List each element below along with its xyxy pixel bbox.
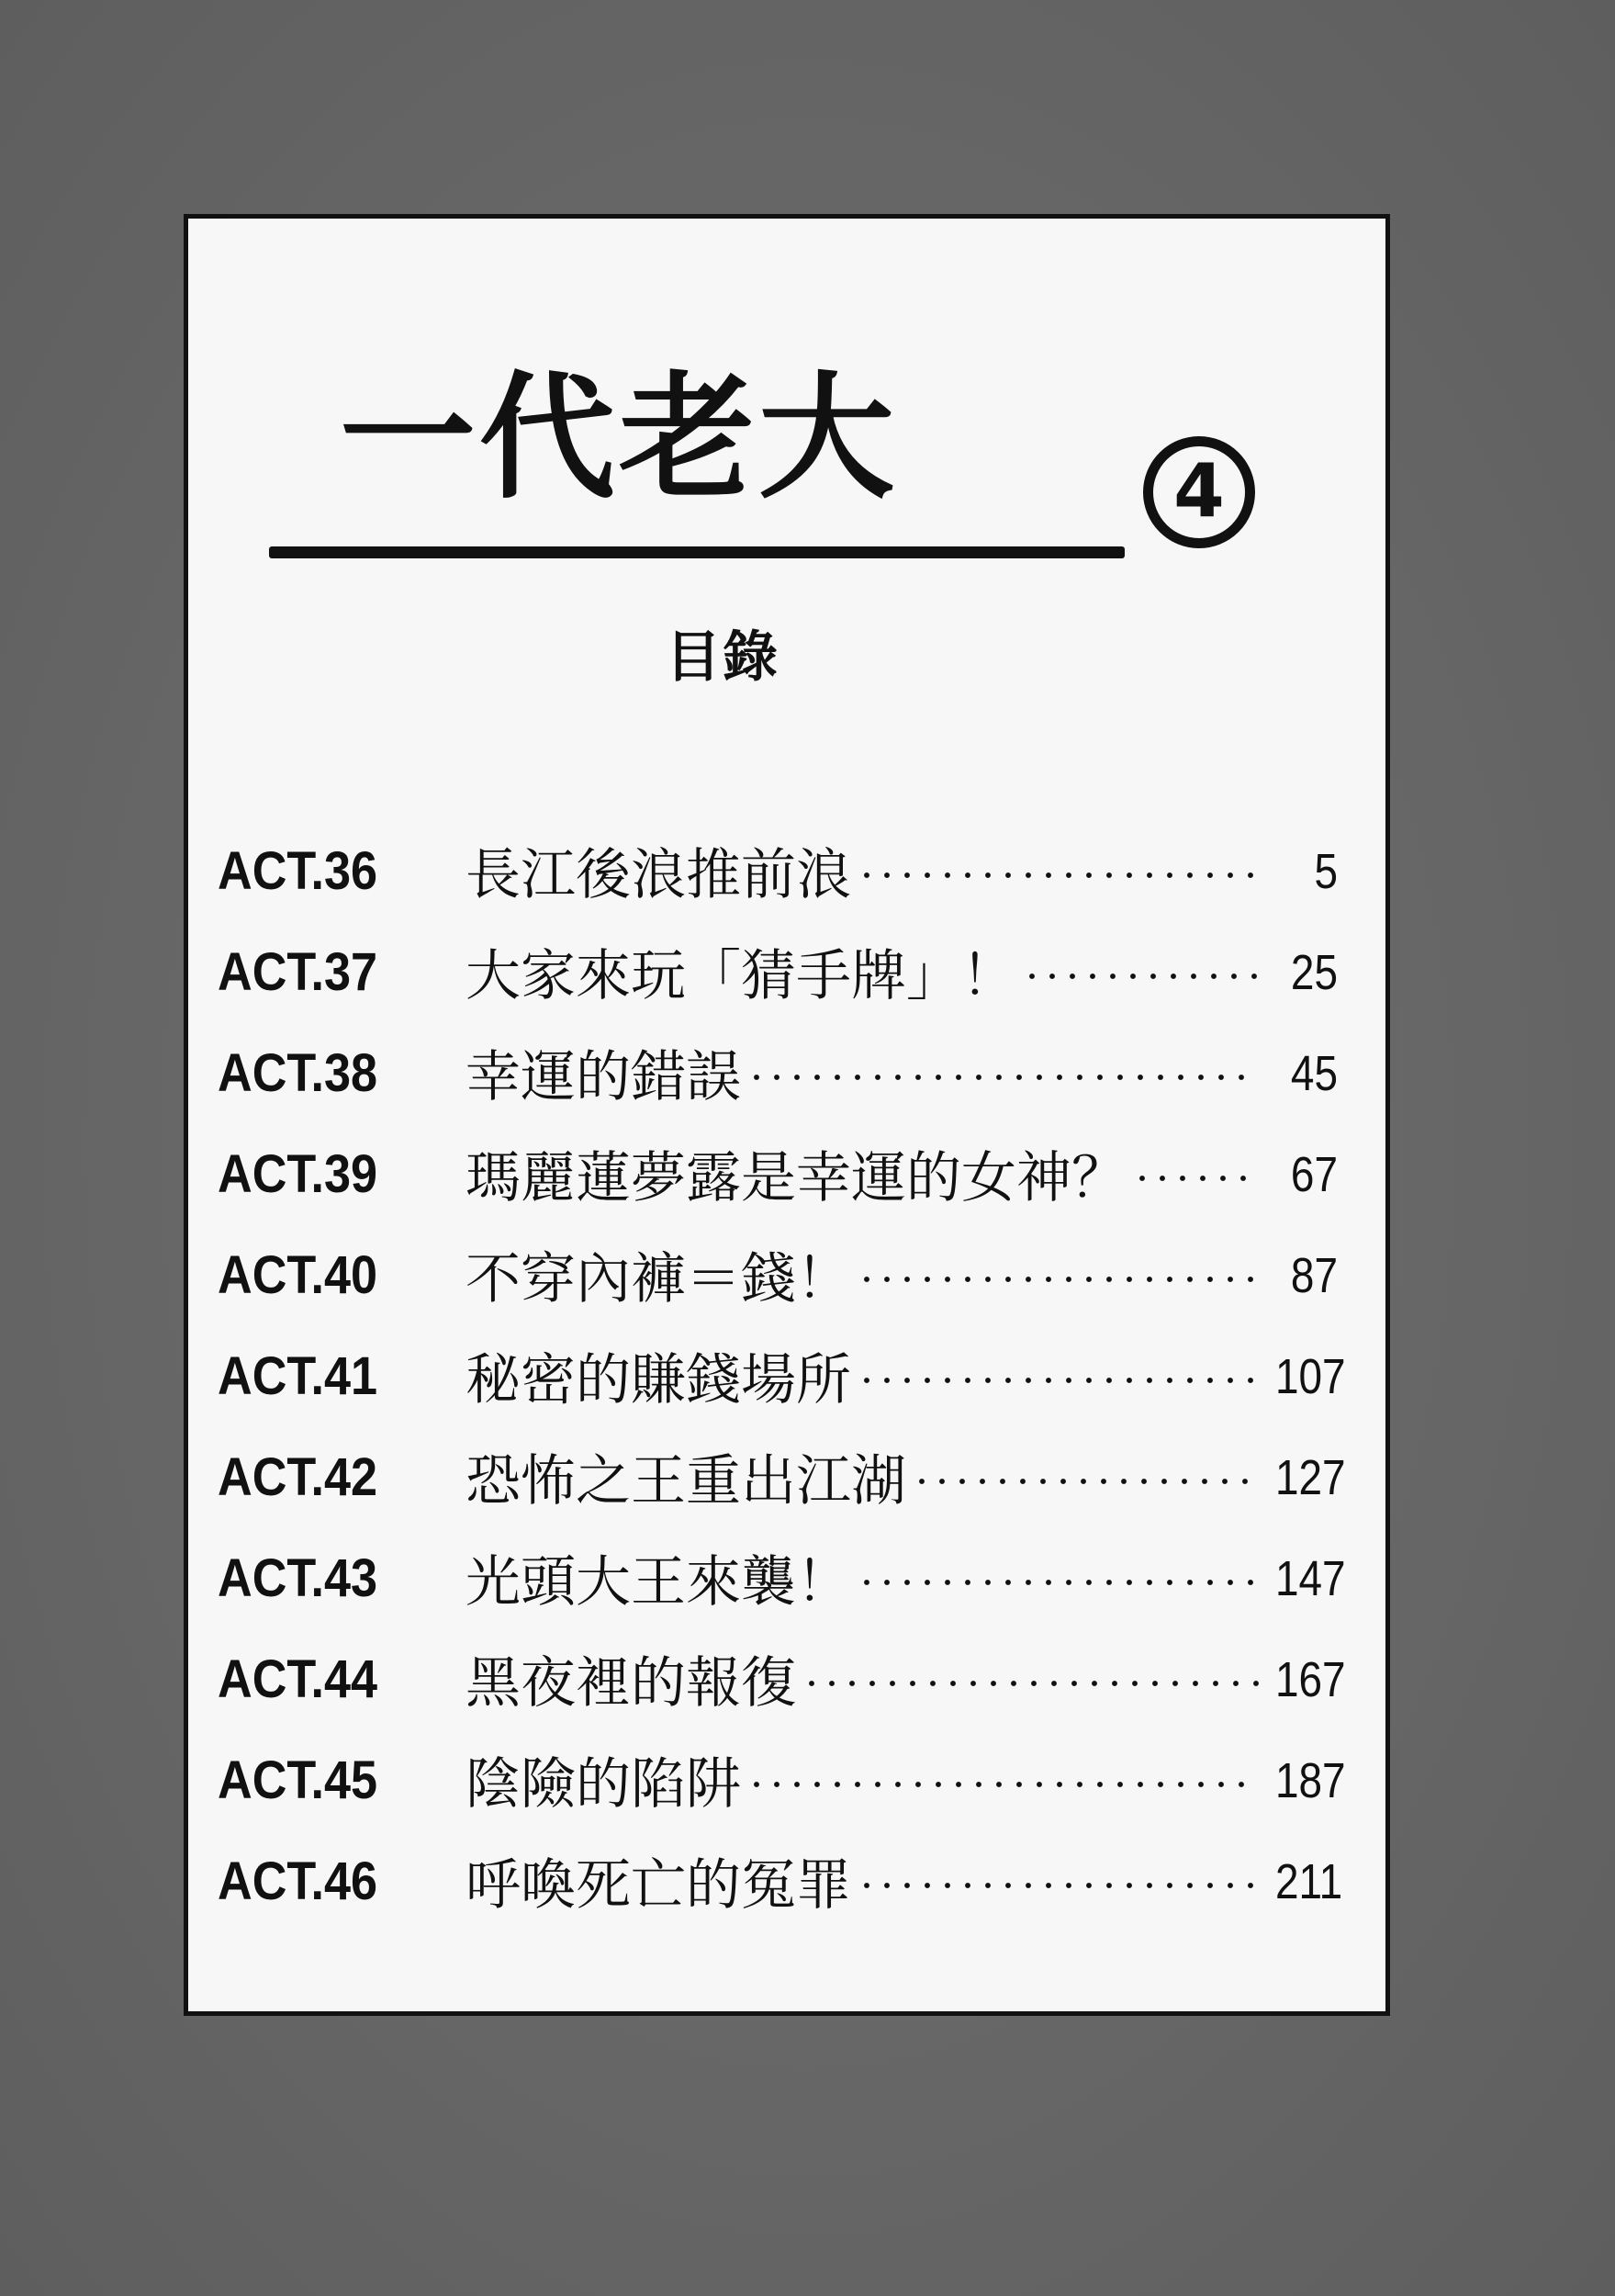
act-label: ACT.45 bbox=[218, 1750, 378, 1810]
volume-number-badge: 4 bbox=[1143, 436, 1255, 548]
book-title: 一代老大 bbox=[340, 359, 898, 517]
page-number: 67 bbox=[1290, 1147, 1338, 1202]
page-number: 87 bbox=[1290, 1248, 1338, 1303]
act-label: ACT.41 bbox=[218, 1346, 378, 1406]
chapter-title: 黑夜裡的報復 bbox=[465, 1651, 796, 1716]
dot-leader bbox=[857, 1882, 1259, 1889]
toc-row[interactable] bbox=[218, 1743, 1346, 1826]
act-label: ACT.46 bbox=[218, 1851, 378, 1911]
dot-leader bbox=[857, 1377, 1259, 1384]
chapter bbox=[465, 1440, 1264, 1523]
chapter-title: 大家來玩「猜手牌」！ bbox=[465, 944, 1016, 1008]
dot-leader bbox=[1022, 973, 1259, 980]
chapter-title: 秘密的賺錢場所 bbox=[465, 1348, 851, 1412]
dot-leader bbox=[746, 1074, 1259, 1081]
chapter-title: 瑪麗蓮夢露是幸運的女神？ bbox=[465, 1146, 1127, 1210]
dot-leader bbox=[802, 1680, 1259, 1687]
act-label: ACT.36 bbox=[218, 841, 378, 901]
chapter-title: 陰險的陷阱 bbox=[465, 1752, 741, 1817]
page-number: 187 bbox=[1275, 1753, 1346, 1808]
dot-leader bbox=[857, 1276, 1259, 1283]
toc-row[interactable] bbox=[218, 1036, 1338, 1119]
dot-leader bbox=[857, 872, 1259, 879]
chapter-title: 恐怖之王重出江湖 bbox=[465, 1449, 906, 1514]
toc-row[interactable] bbox=[218, 834, 1338, 917]
dot-leader bbox=[857, 1579, 1259, 1586]
chapter bbox=[465, 1642, 1264, 1725]
page-number: 167 bbox=[1275, 1652, 1346, 1707]
toc-row[interactable] bbox=[218, 1440, 1346, 1523]
page-number: 25 bbox=[1290, 945, 1338, 1000]
page-number: 45 bbox=[1290, 1046, 1338, 1101]
chapter-title: 幸運的錯誤 bbox=[465, 1045, 741, 1109]
act-label: ACT.42 bbox=[218, 1447, 378, 1507]
toc-row[interactable] bbox=[218, 1238, 1338, 1321]
page-number: 211 bbox=[1275, 1854, 1343, 1909]
chapter bbox=[465, 1541, 1264, 1624]
toc-panel bbox=[184, 214, 1390, 2016]
toc-row[interactable] bbox=[218, 935, 1338, 1018]
toc-row[interactable] bbox=[218, 1137, 1338, 1220]
chapter-title: 呼喚死亡的冤罪 bbox=[465, 1853, 851, 1918]
act-label: ACT.38 bbox=[218, 1043, 378, 1103]
dot-leader bbox=[1132, 1175, 1259, 1182]
chapter bbox=[465, 1844, 1264, 1927]
act-label: ACT.43 bbox=[218, 1548, 378, 1608]
dot-leader bbox=[912, 1478, 1259, 1485]
toc-row[interactable] bbox=[218, 1339, 1346, 1422]
page-number: 147 bbox=[1275, 1551, 1346, 1606]
act-label: ACT.37 bbox=[218, 942, 378, 1002]
toc-row[interactable] bbox=[218, 1541, 1346, 1624]
chapter bbox=[465, 834, 1264, 917]
page-number: 5 bbox=[1314, 844, 1338, 899]
dot-leader bbox=[746, 1781, 1259, 1788]
toc-heading: 目錄 bbox=[666, 625, 779, 690]
act-label: ACT.39 bbox=[218, 1144, 378, 1204]
chapter-title: 光頭大王來襲！ bbox=[465, 1550, 851, 1615]
chapter bbox=[465, 1137, 1264, 1220]
chapter-title: 不穿內褲＝錢！ bbox=[465, 1247, 851, 1311]
chapter-title: 長江後浪推前浪 bbox=[465, 843, 851, 907]
page-number: 107 bbox=[1275, 1349, 1346, 1404]
chapter bbox=[465, 1743, 1264, 1826]
chapter bbox=[465, 1036, 1264, 1119]
toc-row[interactable] bbox=[218, 1844, 1343, 1927]
chapter bbox=[465, 1238, 1264, 1321]
chapter bbox=[465, 935, 1264, 1018]
chapter bbox=[465, 1339, 1264, 1422]
toc-row[interactable] bbox=[218, 1642, 1346, 1725]
act-label: ACT.44 bbox=[218, 1649, 378, 1709]
title-underline bbox=[269, 546, 1125, 558]
act-label: ACT.40 bbox=[218, 1245, 378, 1305]
page-number: 127 bbox=[1275, 1450, 1346, 1505]
